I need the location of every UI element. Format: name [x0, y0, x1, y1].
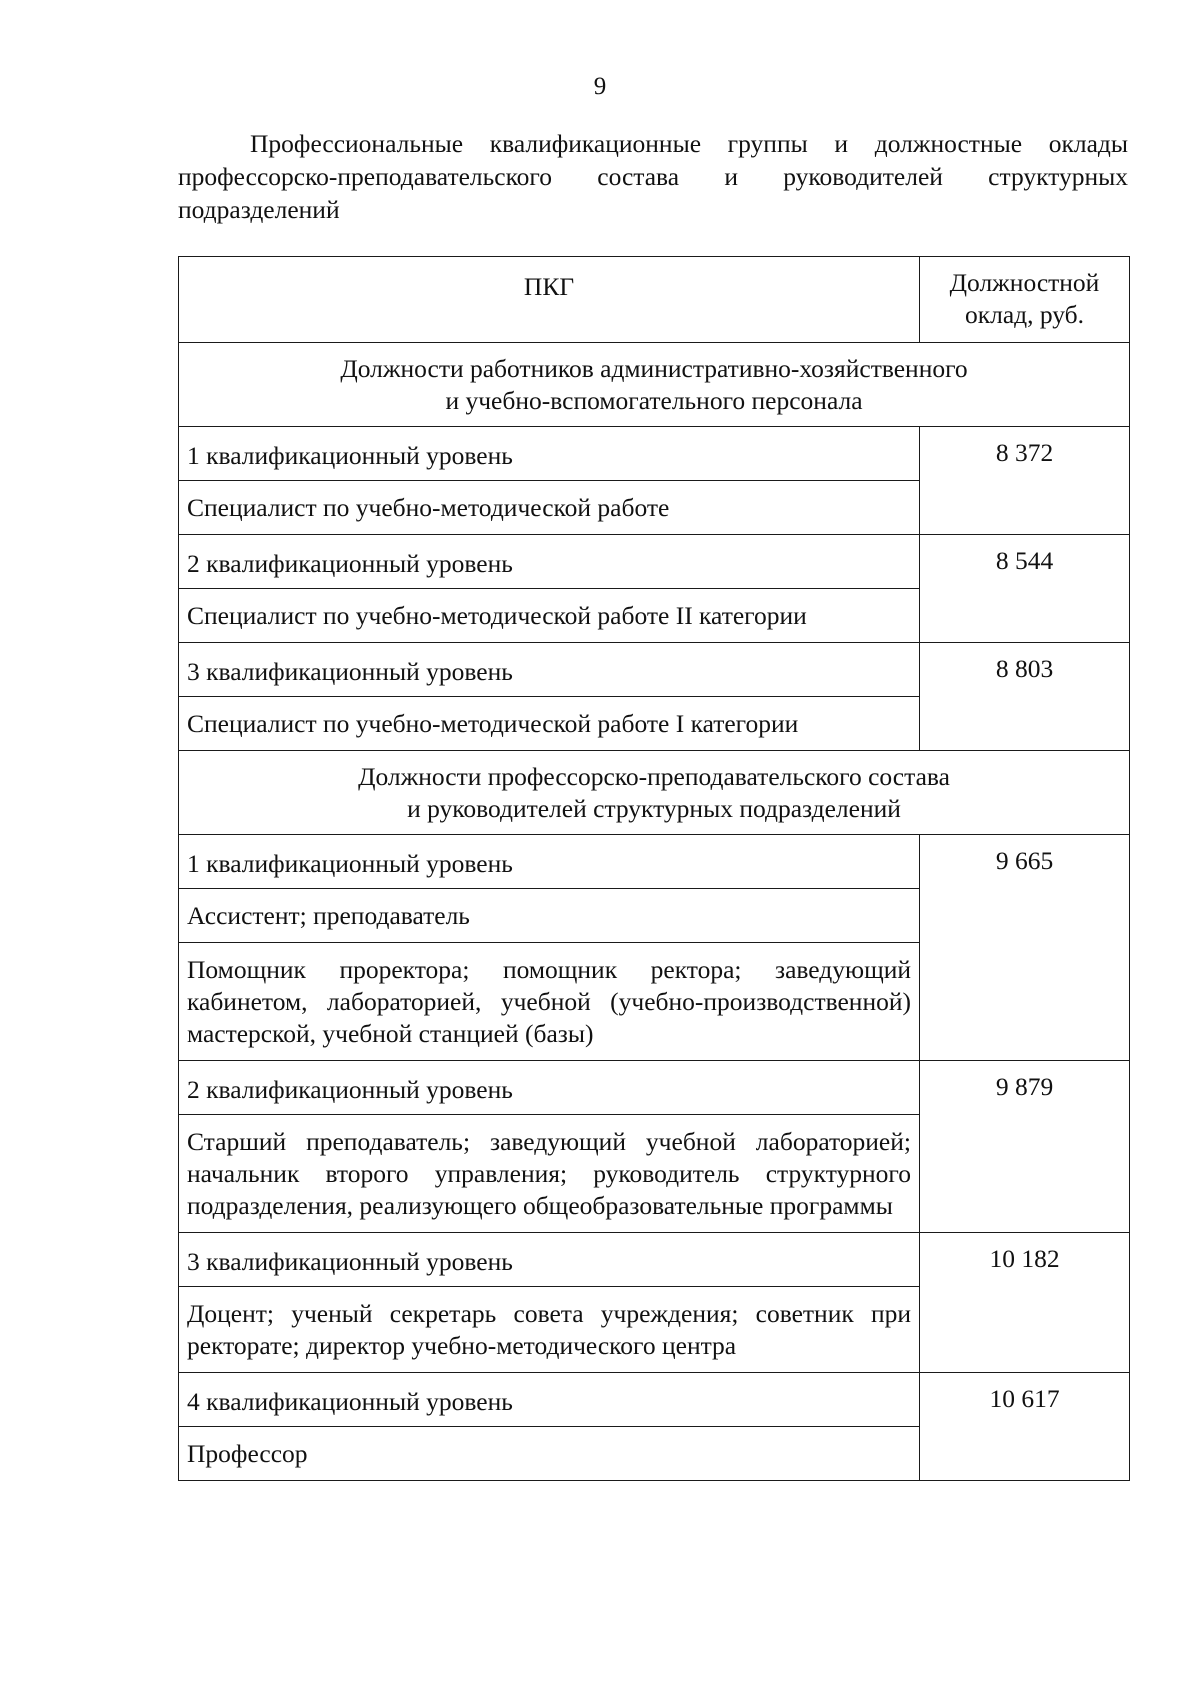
position-list: Помощник проректора; помощник ректора; заведующий кабинетом, лабораторией, учебной (учебно-производственной) мастерской, учебной станцией (базы) — [179, 943, 920, 1061]
section-title-faculty — [179, 751, 1130, 835]
table-row — [179, 1233, 1130, 1287]
position-list: Специалист по учебно-методической работе — [179, 481, 920, 535]
salary-value: 9 665 — [920, 835, 1130, 1061]
section-title-line: Должности профессорско-преподавательского состава — [358, 762, 950, 791]
position-list: Специалист по учебно-методической работе II категории — [179, 589, 920, 643]
salary-value: 8 803 — [920, 643, 1130, 751]
qualification-level: 1 квалификационный уровень — [179, 835, 920, 889]
position-list: Доцент; ученый секретарь совета учреждения; советник при ректорате; директор учебно-методического центра — [179, 1287, 920, 1373]
qualification-level: 4 квалификационный уровень — [179, 1373, 920, 1427]
section-title-admin — [179, 343, 1130, 427]
table-header-row — [179, 257, 1130, 343]
section-title-line: Должности работников административно-хозяйственного — [340, 354, 968, 383]
table-row — [179, 1061, 1130, 1115]
qualification-level: 3 квалификационный уровень — [179, 643, 920, 697]
table-row — [179, 427, 1130, 481]
section-title-line: и учебно-вспомогательного персонала — [445, 386, 863, 415]
qualification-level: 1 квалификационный уровень — [179, 427, 920, 481]
position-list: Старший преподаватель; заведующий учебной лабораторией; начальник второго управления; руководитель структурного подразделения, реализующего общеобразовательные программы — [179, 1115, 920, 1233]
table-row — [179, 643, 1130, 697]
qualification-level: 2 квалификационный уровень — [179, 1061, 920, 1115]
header-salary: Должностной оклад, руб. — [920, 257, 1130, 343]
header-pkg: ПКГ — [179, 257, 920, 343]
salary-value: 8 372 — [920, 427, 1130, 535]
section-row — [179, 751, 1130, 835]
salary-value: 10 182 — [920, 1233, 1130, 1373]
table-row — [179, 535, 1130, 589]
salary-table — [178, 256, 1130, 1481]
table-row — [179, 835, 1130, 889]
qualification-level: 2 квалификационный уровень — [179, 535, 920, 589]
qualification-level: 3 квалификационный уровень — [179, 1233, 920, 1287]
page-number: 9 — [593, 73, 607, 100]
position-list: Ассистент; преподаватель — [179, 889, 920, 943]
salary-value: 9 879 — [920, 1061, 1130, 1233]
table-row — [179, 1373, 1130, 1427]
position-list: Специалист по учебно-методической работе I категории — [179, 697, 920, 751]
salary-value: 8 544 — [920, 535, 1130, 643]
salary-value: 10 617 — [920, 1373, 1130, 1481]
section-title-line: и руководителей структурных подразделений — [407, 794, 901, 823]
section-row — [179, 343, 1130, 427]
position-list: Профессор — [179, 1427, 920, 1481]
document-heading: Профессиональные квалификационные группы и должностные оклады профессорско-преподавательского состава и руководителей структурных подразделений — [178, 129, 1128, 224]
